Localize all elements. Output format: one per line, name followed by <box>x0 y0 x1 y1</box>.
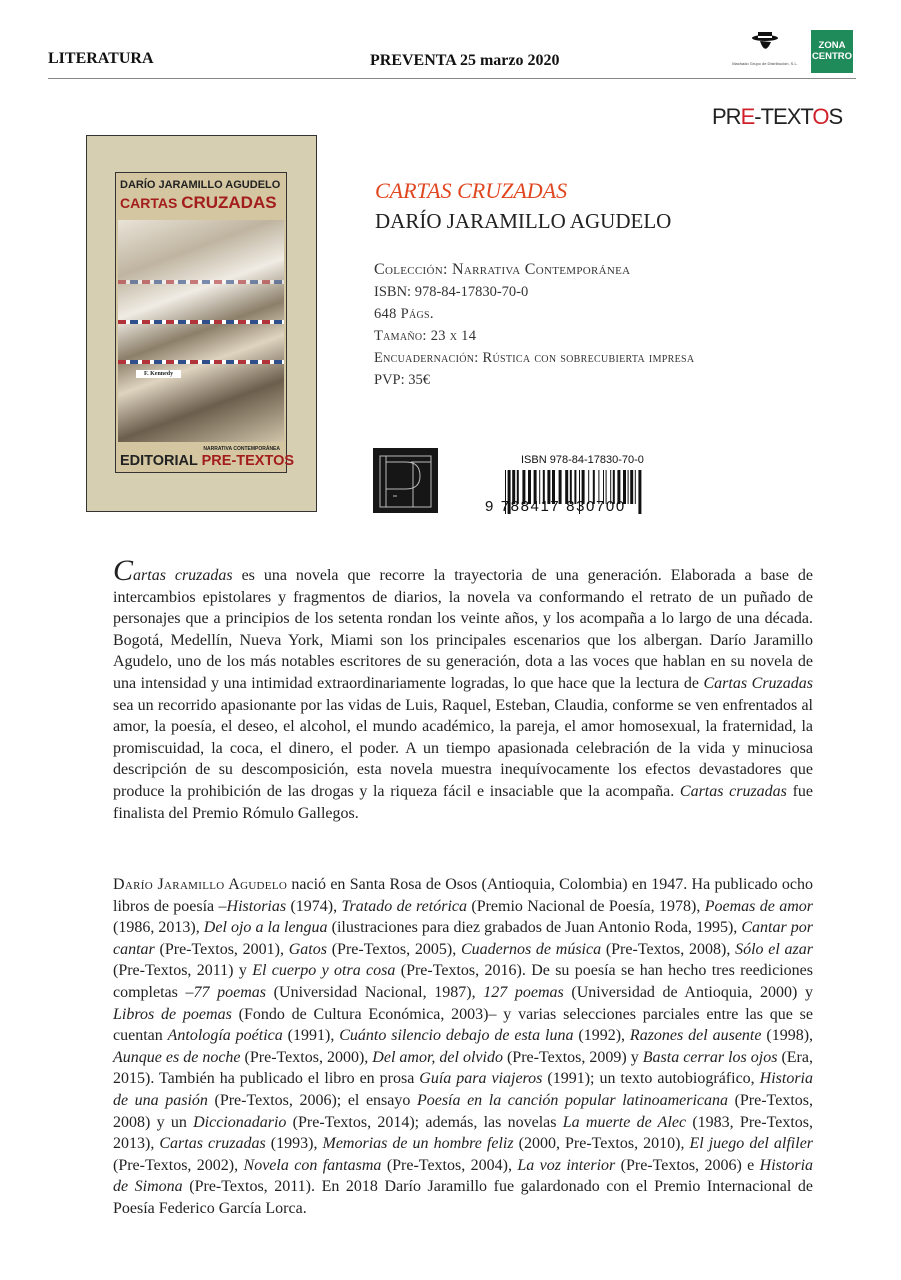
cover-publisher: EDITORIAL PRE-TEXTOS <box>120 453 295 469</box>
text-run: fue finalista del Premio Rómulo Gallegos. <box>113 782 813 822</box>
barcode-isbn-label: ISBN 978-84-17830-70-0 <box>521 454 644 466</box>
text-run: (Pre-Textos, 2002), <box>113 1156 244 1174</box>
text-run: (Pre-Textos, 2006) e <box>615 1156 760 1174</box>
author-biography <box>113 874 813 1220</box>
text-run: (ilustraciones para diez grabados de Juan Antonio Roda, 1995), <box>327 919 742 937</box>
barcode-bar <box>630 470 633 504</box>
hat-man-icon <box>751 30 779 56</box>
size: Tamaño: 23 x 14 <box>374 328 477 344</box>
book-author: DARÍO JARAMILLO AGUDELO <box>375 209 672 233</box>
cover-photo-label: F. Kennedy <box>136 370 181 378</box>
italic-title: La muerte de Alec <box>562 1113 687 1131</box>
section-label: LITERATURA <box>48 50 154 67</box>
cover-collection: NARRATIVA CONTEMPORÁNEA <box>203 446 280 452</box>
italic-title: Guía para viajeros <box>419 1070 543 1088</box>
text-run: (Pre-Textos, 2006); el ensayo <box>207 1091 417 1109</box>
italic-title: Historia de Simona <box>113 1156 814 1196</box>
italic-title: Poesía en la canción popular latinoamericana <box>416 1091 728 1109</box>
text-run: sea un recorrido apasionante por las vidas de Luis, Raquel, Esteban, Claudia, conforme se ven enfrentados al amor, la poesía, el deseo, el alcohol, el mundo académico, la pareja, el amor homosexual, la fraternidad, la promiscuidad, la coca, el dinero, el poder. A un tiempo apasionada celebración de la vida y minuciosa descripción de su descomposición, esta novela muestra inequívocamente los efectos devastadores que produce la prohibición de las drogas y la riqueza fácil e insaciable que la acompaña. <box>113 696 813 800</box>
distributor-logo <box>730 30 800 74</box>
italic-title: Memorias de un hombre feliz <box>322 1135 514 1153</box>
italic-title: La voz interior <box>517 1156 616 1174</box>
italic-title: Razones del ausente <box>629 1027 762 1045</box>
italic-title: Historia de una pasión <box>113 1070 813 1109</box>
italic-title: Cartas Cruzadas <box>703 674 813 692</box>
text-run: (1974), <box>286 897 342 915</box>
pages: 648 Págs. <box>374 306 434 322</box>
barcode-number: 9 788417 830700 <box>485 498 626 515</box>
barcode-bar <box>628 470 629 504</box>
distributor-caption: Machado Grupo de Distribución, S.L. <box>732 61 798 66</box>
text-run: (Premio Nacional de Poesía, 1978), <box>467 897 705 915</box>
book-metadata <box>374 259 694 391</box>
italic-title: El cuerpo y otra cosa <box>252 962 396 980</box>
collection: Colección: Narrativa Contemporánea <box>374 261 631 278</box>
zona-centro-logo <box>811 30 853 73</box>
text-run: (1986, 2013), <box>113 919 204 937</box>
italic-title: Del ojo a la lengua <box>203 919 328 937</box>
text-run: (Pre-Textos, 2011). En 2018 Darío Jaramillo fue galardonado con el Premio Internacional de Poesía Federico García Lorca. <box>113 1178 813 1217</box>
italic-title: Sólo el azar <box>735 940 813 958</box>
presale-date: PREVENTA 25 marzo 2020 <box>370 52 560 69</box>
header-divider <box>48 78 856 79</box>
text-run: (1993), <box>265 1135 323 1153</box>
italic-title: Cuánto silencio debajo de esta luna <box>339 1027 574 1045</box>
text-run: (1998), <box>761 1027 814 1045</box>
book-title: CARTAS CRUZADAS <box>375 178 568 203</box>
isbn-barcode <box>485 454 665 518</box>
italic-title: Diccionadario <box>193 1113 287 1131</box>
text-run: (1991), <box>282 1027 340 1045</box>
text-run: (Universidad Nacional, 1987), <box>266 983 484 1001</box>
italic-title: Del amor, del olvido <box>372 1048 503 1066</box>
text-run: (Pre-Textos, 2005), <box>326 940 461 958</box>
text-run: (1983, Pre-Textos, 2013), <box>113 1113 814 1153</box>
text-run: (Pre-Textos, 2011) y <box>113 962 253 980</box>
italic-title: Aunque es de noche <box>113 1048 241 1066</box>
italic-title: 127 poemas <box>483 983 564 1001</box>
pt-monogram-icon <box>373 448 438 513</box>
isbn: ISBN: 978-84-17830-70-0 <box>374 284 529 300</box>
pt-monogram-logo <box>373 448 438 513</box>
italic-title: Cantar por cantar <box>113 919 814 958</box>
text-run: (Pre-Textos, 2001), <box>154 940 289 958</box>
text-run: (Pre-Textos, 2008) y un <box>113 1091 813 1131</box>
text-run: (Pre-Textos, 2004), <box>381 1156 518 1174</box>
text-run: (Pre-Textos, 2014); además, las novelas <box>286 1113 563 1131</box>
binding: Encuadernación: Rústica con sobrecubierta impresa <box>374 350 695 366</box>
text-run: Darío Jaramillo Agudelo <box>113 876 288 893</box>
italic-title: Basta cerrar los ojos <box>642 1048 778 1066</box>
text-run: (Pre-Textos, 2016). De su poesía se han hecho tres reediciones completas – <box>113 962 814 1001</box>
text-run: es una novela que recorre la trayectoria de una generación. Elaborada a base de intercambios epistolares y fragmentos de diarios, la novela va conformando el retrato de un puñado de personajes que a principios de los setenta rondan los veinte años, y los acompaña a lo largo de una década. Bogotá, Medellín, Nueva York, Miami son los principales escenarios que los albergan. Darío Jaramillo Agudelo, uno de los más notables escritores de su generación, dota a las voces que hablan en su novela de una intensidad y una intimidad extraordinariamente logradas, lo que hace que la lectura de <box>113 567 814 692</box>
cover-photo-letters <box>118 220 284 442</box>
centro-text: CENTRO <box>811 51 853 62</box>
text-run: (1991); un texto autobiográfico, <box>542 1070 760 1088</box>
italic-title: Poemas de amor <box>704 897 813 915</box>
barcode-bar <box>638 470 641 514</box>
italic-title: Cartas cruzadas <box>159 1135 266 1153</box>
italic-title: 77 poemas <box>193 983 267 1001</box>
zona-text: ZONA <box>818 40 846 51</box>
italic-title: Tratado de retórica <box>341 897 467 915</box>
text-run: (Pre-Textos, 2008), <box>601 940 736 958</box>
price: PVP: 35€ <box>374 372 431 388</box>
text-run: (Universidad de Antioquia, 2000) y <box>563 983 814 1001</box>
text-run: C <box>113 554 134 587</box>
italic-title: Gatos <box>288 940 327 958</box>
pre-textos-logo: PRE-TEXTOS <box>712 104 843 129</box>
cover-title: CARTAS CRUZADAS <box>120 193 277 212</box>
text-run: nació en Santa Rosa de Osos (Antioquia, Colombia) en 1947. Ha publicado ocho libros de poesía – <box>113 876 813 915</box>
text-run: (Pre-Textos, 2000), <box>240 1048 373 1066</box>
italic-title: El juego del alfiler <box>689 1135 814 1153</box>
italic-title: Antología poética <box>167 1027 283 1045</box>
barcode-bar <box>635 470 636 504</box>
text-run: (Era, 2015). También ha publicado el libro en prosa <box>113 1048 813 1088</box>
text-run: (2000, Pre-Textos, 2010), <box>513 1135 690 1153</box>
text-run: (Fondo de Cultura Económica, 2003)– y varias selecciones parciales entre las que se cuentan <box>113 1005 814 1045</box>
book-cover <box>115 172 295 473</box>
text-run: (1992), <box>573 1027 630 1045</box>
italic-title: Cartas cruzadas <box>679 782 787 800</box>
italic-title: Libros de poemas <box>113 1005 232 1023</box>
italic-title: Historias <box>226 897 287 915</box>
cover-author: DARÍO JARAMILLO AGUDELO <box>120 179 281 191</box>
italic-title: Novela con fantasma <box>243 1156 382 1174</box>
italic-title: Cuadernos de música <box>460 940 602 958</box>
italic-title: artas cruzadas <box>133 567 233 584</box>
description-paragraph <box>113 554 814 824</box>
text-run: (Pre-Textos, 2009) y <box>502 1048 643 1066</box>
